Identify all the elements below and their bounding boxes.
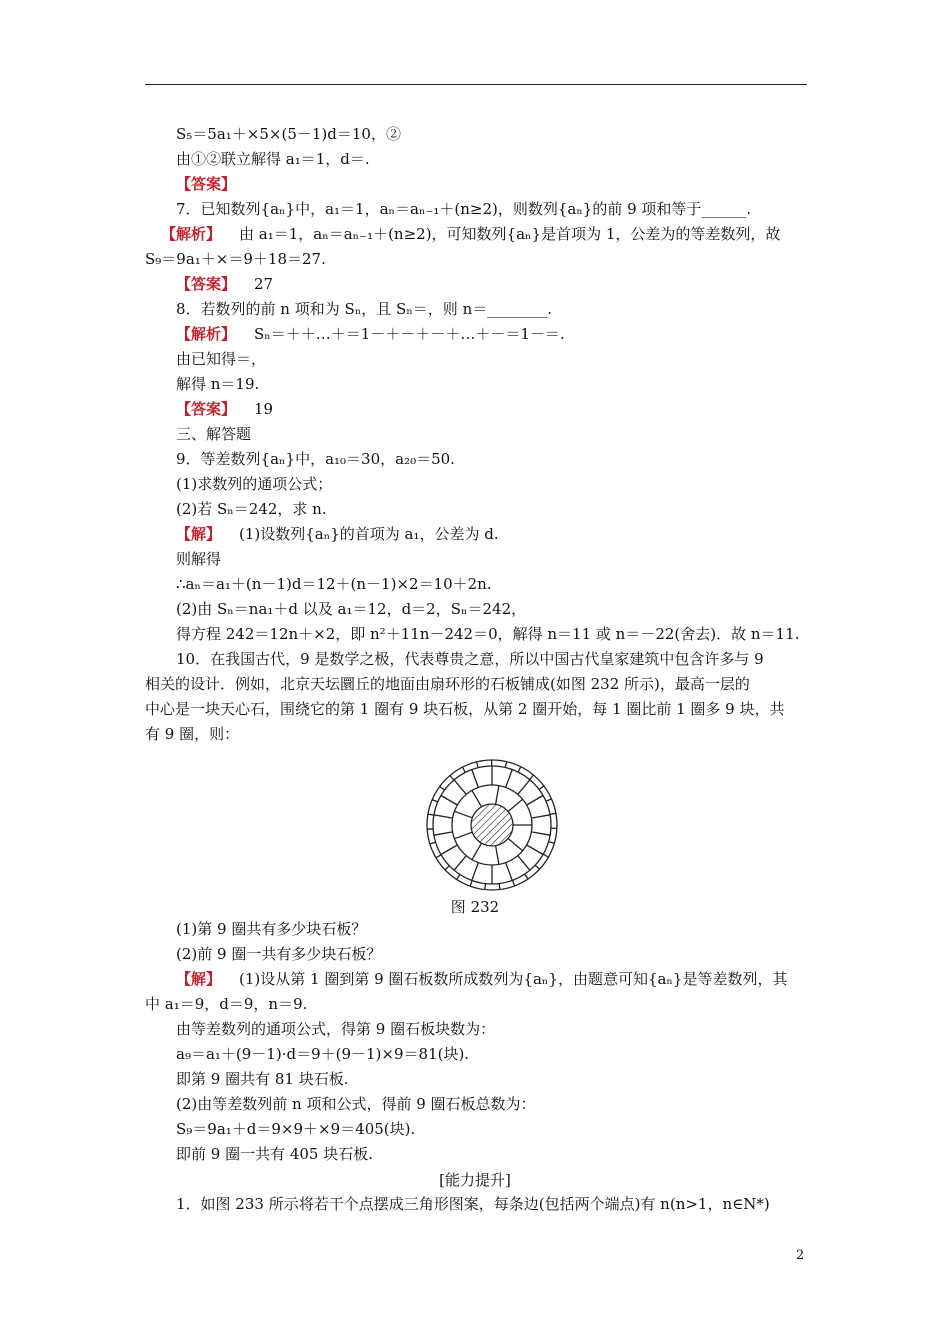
ring-divider [472, 843, 482, 859]
text-line: (2)若 Sₙ＝242，求 n. [176, 500, 327, 518]
ring-divider [518, 856, 530, 871]
ring-divider [531, 832, 550, 835]
ring-divider [527, 796, 544, 806]
ring-divider [518, 767, 521, 772]
ring-divider [499, 884, 500, 890]
solution-10: 【解】 (1)设从第 1 圈到第 9 圈石板数所成数列为{aₙ}，由题意可知{aₙ}是等差数列，其 [176, 970, 788, 988]
ring-divider [472, 863, 479, 881]
center-stone [471, 804, 513, 846]
solution-9: 【解】 (1)设数列{aₙ}的首项为 a₁，公差为 d. [176, 525, 499, 543]
ring-divider [505, 762, 506, 768]
text-line: (1)第 9 圈共有多少块石板？ [176, 920, 367, 938]
text-line: (2)前 9 圈一共有多少块石板？ [176, 945, 382, 963]
ring-divider [531, 815, 550, 818]
ring-divider [454, 780, 466, 795]
ring-divider [470, 881, 472, 887]
text-line: a₉＝a₁＋(9－1)·d＝9＋(9－1)×9＝81(块). [176, 1045, 470, 1063]
ring-divider [457, 875, 460, 880]
answer-7: 【答案】 27 [176, 275, 274, 293]
text-line: 则解得 [176, 550, 222, 568]
text-line: 有 9 圈，则： [145, 725, 240, 743]
ring-divider [441, 845, 458, 855]
ring-divider [508, 799, 522, 811]
ring-divider [496, 846, 499, 865]
ring-divider [454, 811, 472, 818]
ring-divider [450, 776, 454, 781]
stone-ring-figure [426, 740, 558, 892]
section-title: 三、解答题 [176, 425, 252, 443]
ring-divider [496, 786, 499, 805]
question-ability-1: 1．如图 233 所示将若干个点摆成三角形图案，每条边(包括两个端点)有 n(n>1，n∈N*) [176, 1195, 770, 1213]
question-10: 10．在我国古代，9 是数学之极，代表尊贵之意，所以中国古代皇家建筑中包含许多与 9 [176, 650, 764, 668]
ring-divider [518, 780, 530, 795]
text-line: 即第 9 圈共有 81 块石板. [176, 1070, 349, 1088]
analysis-7: 【解析】 由 a₁＝1，aₙ＝aₙ₋₁＋(n≥2)，可知数列{aₙ}是首项为 1，公差为的等差数列，故 [161, 225, 781, 243]
text-line: S₅＝5a₁＋×5×(5－1)d＝10，② [176, 125, 401, 143]
text-line: 由①②联立解得 a₁＝1，d＝. [176, 150, 370, 168]
header-rule [145, 84, 807, 85]
text-line: ∴aₙ＝a₁＋(n－1)d＝12＋(n－1)×2＝10＋2n. [176, 575, 492, 593]
text-line: 中 a₁＝9，d＝9，n＝9. [145, 995, 308, 1013]
ring-divider [434, 815, 453, 818]
ring-divider [430, 842, 436, 844]
ring-divider [434, 832, 453, 835]
ring-divider [508, 839, 522, 851]
ring-divider [506, 770, 513, 788]
ring-divider [550, 813, 556, 814]
text-line: S₉＝9a₁＋×＝9＋18＝27. [145, 250, 326, 268]
ring-divider [477, 762, 479, 768]
question-8: 8．若数列的前 n 项和为 Sₙ，且 Sₙ＝，则 n＝________. [176, 300, 553, 318]
text-line: 由已知得＝， [176, 350, 267, 368]
text-line: 中心是一块天心石，围绕它的第 1 圈有 9 块石板，从第 2 圈开始，每 1 圈比前 1 圈多 9 块，共 [145, 700, 785, 718]
ring-divider [441, 796, 458, 806]
answer-label: 【答案】 [176, 175, 237, 193]
ring-divider [513, 880, 515, 886]
text-line: 即前 9 圈一共有 405 块石板. [176, 1145, 374, 1163]
ring-divider [436, 855, 441, 858]
ring-divider [549, 842, 555, 844]
text-line: 由等差数列的通项公式，得第 9 圈石板块数为： [176, 1020, 496, 1038]
ring-divider [527, 845, 544, 855]
ring-divider [472, 790, 482, 806]
ring-divider [428, 814, 434, 815]
ring-divider [506, 863, 513, 881]
question-9: 9．等差数列{aₙ}中，a₁₀＝30，a₂₀＝50. [176, 450, 455, 468]
ring-divider [463, 767, 466, 772]
section-heading: [能力提升] [439, 1171, 511, 1189]
ring-divider [432, 800, 438, 802]
ring-divider [525, 874, 528, 879]
text-line: 相关的设计．例如，北京天坛圜丘的地面由扇环形的石板铺成(如图 232 所示)，最高一层的 [145, 675, 750, 693]
page-number: 2 [796, 1248, 805, 1263]
text-line: 解得 n＝19. [176, 375, 260, 393]
ring-divider [546, 799, 552, 801]
ring-divider [485, 884, 486, 890]
answer-8: 【答案】 19 [176, 400, 274, 418]
question-7: 7．已知数列{aₙ}中，a₁＝1，aₙ＝aₙ₋₁＋(n≥2)，则数列{aₙ}的前 9 项和等于______. [176, 200, 752, 218]
text-line: 得方程 242＝12n＋×2，即 n²＋11n－242＝0，解得 n＝11 或 n＝－22(舍去)．故 n＝11. [176, 625, 800, 643]
ring-divider [539, 786, 544, 790]
analysis-8: 【解析】 Sₙ＝＋＋…＋＝1－＋－＋－＋…＋－＝1－＝. [176, 325, 565, 343]
text-line: (2)由 Sₙ＝na₁＋d 以及 a₁＝12，d＝2，Sₙ＝242， [176, 600, 527, 618]
ring-divider [454, 832, 472, 839]
ring-divider [530, 775, 534, 780]
figure-caption: 图 232 [450, 898, 500, 916]
ring-divider [543, 854, 548, 857]
ring-divider [445, 866, 449, 870]
text-line: (1)求数列的通项公式； [176, 475, 333, 493]
text-line: S₉＝9a₁＋d＝9×9＋×9＝405(块). [176, 1120, 416, 1138]
ring-divider [454, 856, 466, 871]
ring-divider [535, 865, 539, 869]
ring-divider [472, 770, 479, 788]
text-line: (2)由等差数列前 n 项和公式，得前 9 圈石板总数为： [176, 1095, 536, 1113]
ring-divider [440, 787, 445, 791]
